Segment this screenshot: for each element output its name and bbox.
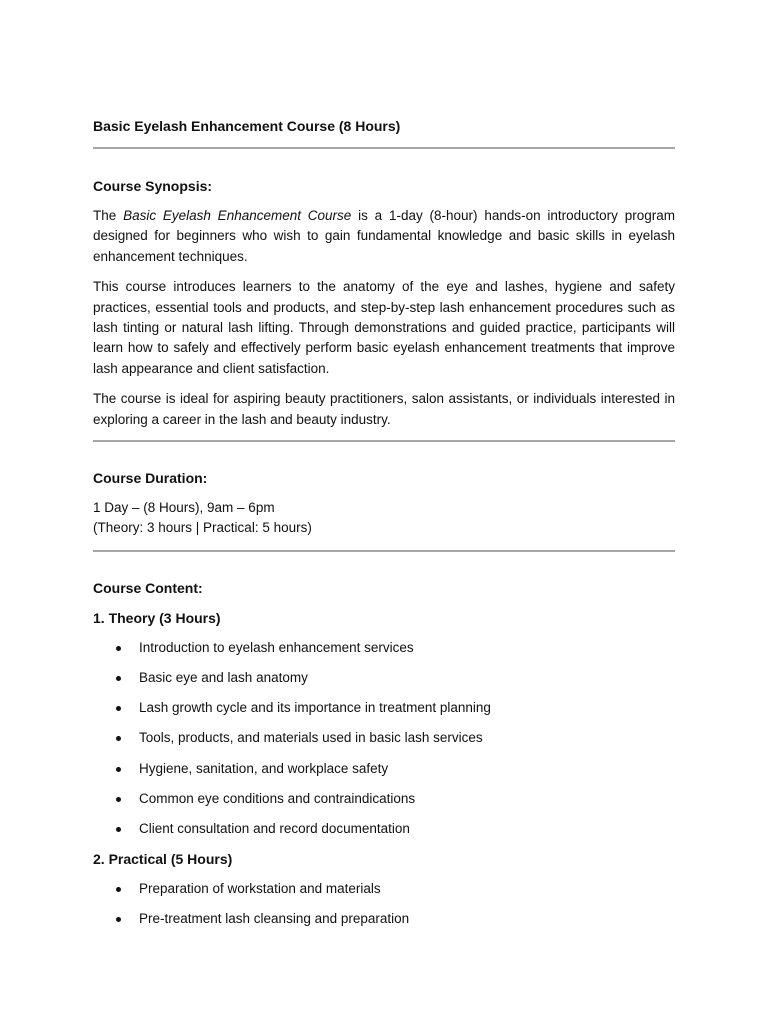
list-item bbox=[93, 638, 675, 668]
synopsis-paragraph-2: This course introduces learners to the anatomy of the eye and lashes, hygiene and safety practices, essential tools and products, and step-by-step lash enhancement procedures such as lash tinting or natural lash lifting. Through demonstrations and guided practice, participants will learn how to safely and effectively perform basic eyelash enhancement treatments that improve lash appearance and client satisfaction. bbox=[93, 279, 675, 376]
duration-heading: Course Duration: bbox=[93, 470, 208, 487]
list-item-text: Introduction to eyelash enhancement services bbox=[139, 639, 414, 655]
bullet-icon bbox=[116, 797, 121, 802]
bullet-icon bbox=[116, 646, 121, 651]
bullet-icon bbox=[116, 917, 121, 922]
synopsis-paragraph-3: The course is ideal for aspiring beauty practitioners, salon assistants, or individuals interested in exploring a career in the lash and beauty industry. bbox=[93, 391, 675, 427]
bullet-icon bbox=[116, 676, 121, 681]
divider bbox=[93, 550, 675, 552]
list-item-text: Basic eye and lash anatomy bbox=[139, 670, 308, 686]
content-heading: Course Content: bbox=[93, 579, 203, 596]
synopsis-paragraph-1 bbox=[93, 206, 675, 267]
divider bbox=[93, 147, 675, 149]
list-item bbox=[93, 789, 675, 819]
bullet-icon bbox=[116, 706, 121, 711]
synopsis-p1-rest: is a 1-day (8-hour) hands-on introductory program designed for beginners who wish to gain fundamental knowledge and basic skills in eyelash enhancement techniques. bbox=[93, 208, 675, 264]
synopsis-heading: Course Synopsis: bbox=[93, 178, 213, 194]
list-item bbox=[93, 819, 675, 849]
list-item-text: Pre-treatment lash cleansing and preparation bbox=[139, 911, 410, 927]
document-page bbox=[93, 110, 675, 940]
list-item-text: Preparation of workstation and materials bbox=[139, 881, 381, 897]
list-item-text: Lash growth cycle and its importance in treatment planning bbox=[139, 700, 491, 716]
theory-heading: 1. Theory (3 Hours) bbox=[93, 609, 221, 626]
list-item bbox=[93, 879, 675, 909]
practical-heading: 2. Practical (5 Hours) bbox=[93, 851, 233, 868]
bullet-icon bbox=[116, 887, 121, 892]
list-item-text: Tools, products, and materials used in basic lash services bbox=[139, 730, 483, 746]
list-item bbox=[93, 698, 675, 728]
synopsis-p1-lead: The bbox=[93, 208, 124, 223]
course-name-emphasis: Basic Eyelash Enhancement Course bbox=[123, 208, 352, 223]
bullet-icon bbox=[116, 736, 121, 741]
bullet-icon bbox=[116, 767, 121, 772]
list-item bbox=[93, 728, 675, 758]
list-item bbox=[93, 668, 675, 698]
list-item bbox=[93, 759, 675, 789]
list-item-text: Hygiene, sanitation, and workplace safety bbox=[139, 760, 389, 776]
document-title: Basic Eyelash Enhancement Course (8 Hours) bbox=[93, 118, 401, 134]
duration-line-1: 1 Day – (8 Hours), 9am – 6pm bbox=[93, 500, 275, 516]
divider bbox=[93, 440, 675, 442]
duration-line-2: (Theory: 3 hours | Practical: 5 hours) bbox=[93, 520, 312, 536]
list-item bbox=[93, 909, 675, 939]
bullet-icon bbox=[116, 827, 121, 832]
list-item-text: Client consultation and record documentation bbox=[139, 821, 410, 836]
theory-list bbox=[93, 638, 675, 849]
practical-list bbox=[93, 879, 675, 939]
list-item-text: Common eye conditions and contraindications bbox=[139, 790, 416, 806]
